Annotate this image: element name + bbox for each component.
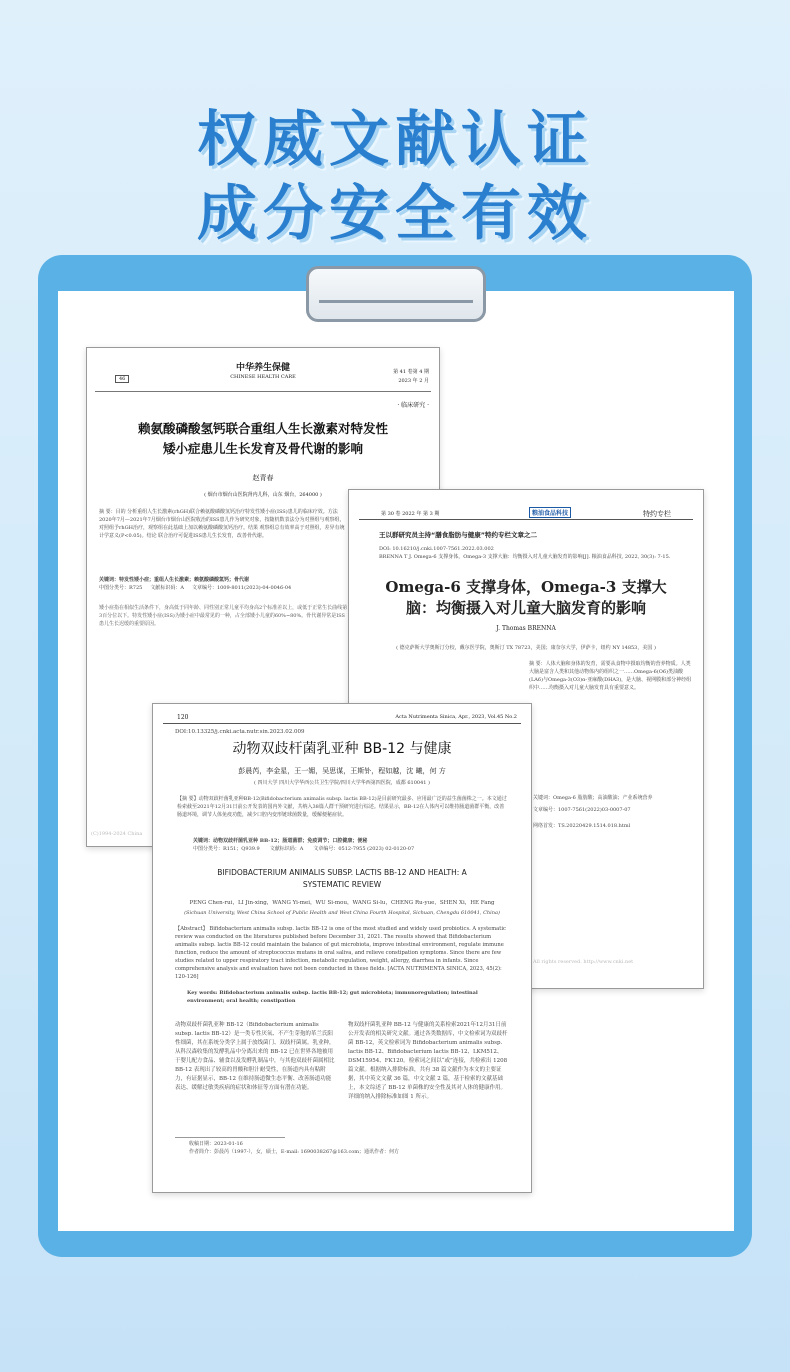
affiliation: ( 四川大学 四川大学华西公共卫生学院/四川大学华西第四医院，成都 610041 ) — [253, 780, 431, 786]
abstract: 【摘 要】动物双歧杆菌乳亚种BB-12(Bifidobacterium animalis subsp. lactis BB-12)是目前研究最多、应用最广泛的益生菌菌株之一。本文通过检索截至2021年12月31日前公开发表的国内外文献，共纳入38篇人群干预研究进行综述。结果显示，BB-12在人体内可以维持肠道菌群平衡，改善肠道环境，调节人体免疫功能，减少口腔内变形链球菌数量，缓解便秘症状。 — [177, 796, 507, 818]
watermark: (C)1994-2024 China — [91, 831, 143, 837]
journal-name-en: Acta Nutrimenta Sinica, Apr., 2023, Vol.45 No.2 — [395, 714, 517, 720]
headline-line-2: 成分安全有效 — [197, 179, 593, 249]
clc-number: 中图分类号：R151；Q939.9 — [193, 846, 260, 852]
affiliation: ( 德克萨斯大学奥斯汀分校，戴尔医学院，奥斯汀 TX 78723，美国；康奈尔大学，伊萨卡，纽约 NY 14853，美国 ) — [396, 645, 656, 651]
document-bifidobacterium-paper — [152, 703, 532, 1193]
online-publication: 网络首发：TS.20220429.1514.018.html — [533, 823, 631, 829]
watermark: All rights reserved. http://www.cnki.net — [533, 959, 634, 965]
article-number: 文章编号：1009-8011(2023)-04-0046-04 — [191, 585, 292, 591]
page-number: 46 — [115, 375, 129, 383]
document-code: 文献标识码：A — [269, 846, 304, 852]
paper-title-line-2: 矮小症患儿生长发育及骨代谢的影响 — [162, 441, 363, 456]
affiliation: ( 烟台市烟台山医院肾内儿科，山东 烟台，264000 ) — [204, 492, 322, 498]
article-number: 文章编号：1007-7561(2022)03-0007-07 — [533, 807, 631, 813]
issue-label: 第 30 卷 2022 年 第 3 期 — [381, 511, 440, 517]
english-abstract: 【Abstract】 Bifidobacterium animalis subsp. lactis BB-12 is one of the most studied and widely used probiotics. A systematic review was conducted on the literatures published before December 31, 2021. The results showed that Bifidobacterium animalis subsp. lactis BB-12 could maintain the balance of gut microbiota, improve intestinal environment, regulate immune function, reduce the amount of streptococcus mutans in oral saliva, and relieve constipation symptoms. Since there are few studies related to upper respiratory tract infection, metabolic regulation, weight, allergy, diarrhea in infants. Since comprehensive analysis and evaluation have not been conducted in these fields. [ACTA NUTRIMENTA SINICA, 2023, 45(2): 120-126] — [175, 926, 506, 980]
body-column-left: 动物双歧杆菌乳亚种 BB-12（Bifidobacterium animalis subsp. lactis BB-12）是一类专性厌氧、不产生芽孢的革兰氏阳性细菌，其在系统分类学上属于放线菌门、双歧杆菌属。乳业种，从科汉森收集的发酵乳品中分离出来的 BB-12 已在世界各地被用于婴儿配方食品、辅食以及发酵乳制品中，与其他双歧杆菌属相比 BB-12 表现出了较高的胃酸和胆汁耐受性，在肠道内具有粘附力，有证据显示，BB-12 在维持肠道微生态平衡、改善肠道功能表达、缓解过敏类疾病的症状和体征等方面有潜在功能。 — [175, 1022, 335, 1091]
column-topic: 王以群研究员主持“膳食脂肪与健康”特约专栏文章之二 — [379, 531, 538, 539]
paper-title — [87, 419, 439, 459]
english-affiliation: (Sichuan University, West China School of Public Health and West China Fourth Hospital, Sichuan, Chengdu 610041, China) — [184, 910, 500, 916]
abstract: 摘 要：人体大脑和身体的发育，需要从食物中摄取均衡的营养物质。人类大脑是富含人类和其他动物体内的组织之一……Omega-6(O6)类油酸(LA6)与Omega-3(O3)α-亚麻酸(DHA3)，是大脑、视网膜和部分神经组织中……均衡摄入对儿童大脑发育具有重要意义。 — [529, 661, 692, 691]
authors: 彭晨芮，李金星，王一媚，吴思谋，王斯钋，程如越，沈 曦，何 方 — [238, 767, 446, 775]
section-label: · 临床研究 · — [397, 402, 429, 409]
keywords: 关键词：Omega-6 脂肪酸；高油酸油；产业系统营养 — [533, 795, 653, 801]
paper-title — [349, 577, 703, 619]
doi: DOI: 10.16210/j.cnki.1007-7561.2022.03.002 — [379, 546, 494, 552]
paper-title-line-1: 赖氨酸磷酸氢钙联合重组人生长激素对特发性 — [137, 421, 388, 436]
journal-name: 中华养生保健 — [235, 363, 290, 373]
author-info: 作者简介：彭晨芮（1997-），女，硕士，E-mail: 1690038267@163.com；通讯作者：何方 — [189, 1149, 400, 1155]
paper-title-line-2: 脑：均衡摄入对儿童大脑发育的影响 — [405, 599, 646, 617]
paper-title: 动物双歧杆菌乳亚种 BB-12 与健康 — [232, 741, 452, 757]
author: J. Thomas BRENNA — [496, 625, 556, 632]
received-date: 收稿日期：2023-01-16 — [189, 1141, 243, 1147]
headline-line-1: 权威文献认证 — [197, 105, 593, 175]
volume: 第 41 卷第 4 期 — [393, 369, 429, 375]
doi: DOI:10.13325/j.cnki.acta.nutr.sin.2023.02.009 — [175, 729, 305, 735]
journal-name-en: CHINESE HEALTH CARE — [230, 374, 296, 380]
keywords: 关键词：特发性矮小症；重组人生长激素；赖氨酸磷酸氢钙；骨代谢 — [99, 577, 250, 583]
paper-title-line-1: Omega-6 支撑身体，Omega-3 支撑大 — [385, 578, 667, 596]
page-number: 120 — [177, 714, 189, 721]
issue-date: 2023 年 2 月 — [398, 378, 429, 384]
document-code: 文献标识码：A — [150, 585, 184, 591]
english-authors: PENG Chen-rui，LI Jin-xing，WANG Yi-mei，WU Si-mou，WANG Si-lu，CHENG Ru-yue，SHEN Xi，HE Fang — [189, 900, 495, 906]
column-label: 特约专栏 — [643, 510, 671, 518]
body-text: 矮小症指在相似生活条件下，身高低于同年龄、同性别正常儿童平均身高2个标准差以上，或低于正常生长曲线第3百分位以下。特发性矮小症(ISS)为矮小症中最常见的一种，占全部矮小儿童的60%~80%。骨代谢异常是ISS患儿生长迟缓的重要原因。 — [99, 605, 348, 627]
english-title: BIFIDOBACTERIUM ANIMALIS SUBSP. LACTIS BB-12 AND HEALTH: A SYSTEMATIC REVIEW — [217, 868, 467, 889]
clip-icon — [306, 266, 486, 322]
brand-logo: 粮油食品科技 — [529, 507, 571, 518]
author: 赵青春 — [252, 474, 274, 482]
keywords: 关键词：动物双歧杆菌乳亚种 BB-12；肠道菌群；免疫调节；口腔健康；便秘 — [193, 838, 368, 844]
english-keywords: Key words: Bifidobacterium animalis subsp. lactis BB-12; gut microbiota; immunoregulation; intestinal environment; oral health; constipation — [187, 990, 478, 1004]
clc-number: 中图分类号：R725 — [99, 585, 143, 591]
citation: BRENNA T J. Omega-6 支撑身体，Omega-3 支撑大脑：均衡摄入对儿童大脑发育的影响[J]. 粮油食品科技, 2022, 30(3): 7-15. — [379, 554, 671, 560]
abstract: 摘 要：目的 分析重组人生长激素(rhGH)联合赖氨酸磷酸氢钙治疗特发性矮小症(ISS)患儿的临床疗效。方法 2020年7月—2021年7月烟台市烟台山医院收治的ISS患儿作为研究对象，按随机数表法分为对照组与观察组，对照组予rhGH治疗，观察组在此基础上加以赖氨酸磷酸氢钙治疗。结果 观察组总有效率高于对照组，差异有统计学意义(P<0.05)。结论 联合治疗可促进ISS患儿生长发育，改善骨代谢。 — [99, 509, 345, 539]
article-number: 文章编号：0512-7955 (2023) 02-0120-07 — [313, 846, 415, 852]
body-column-right: 物双歧杆菌乳亚种 BB-12 与健康的关系检索2021年12月31日前公开发表的相关研究文献。通过各类数据库，中文检索词为双歧杆菌 BB-12，英文检索词为 Bifidobacterium animalis subsp. lactis BB-12、Bifidobacterium lactis BB-12、LKM512、DSM15954、FK120。检索词之间以“或”连接，共检索出 1208 篇文献。根据纳入排除标准，共有 38 篇文献作为本文的主要证据，其中英文文献 36 篇，中文文献 2 篇，基于检索的文献基础上，本文综述了 BB-12 单菌株的安全性及其对人体的健康作用。详细的纳入排除标准如图 1 所示。 — [348, 1022, 508, 1100]
